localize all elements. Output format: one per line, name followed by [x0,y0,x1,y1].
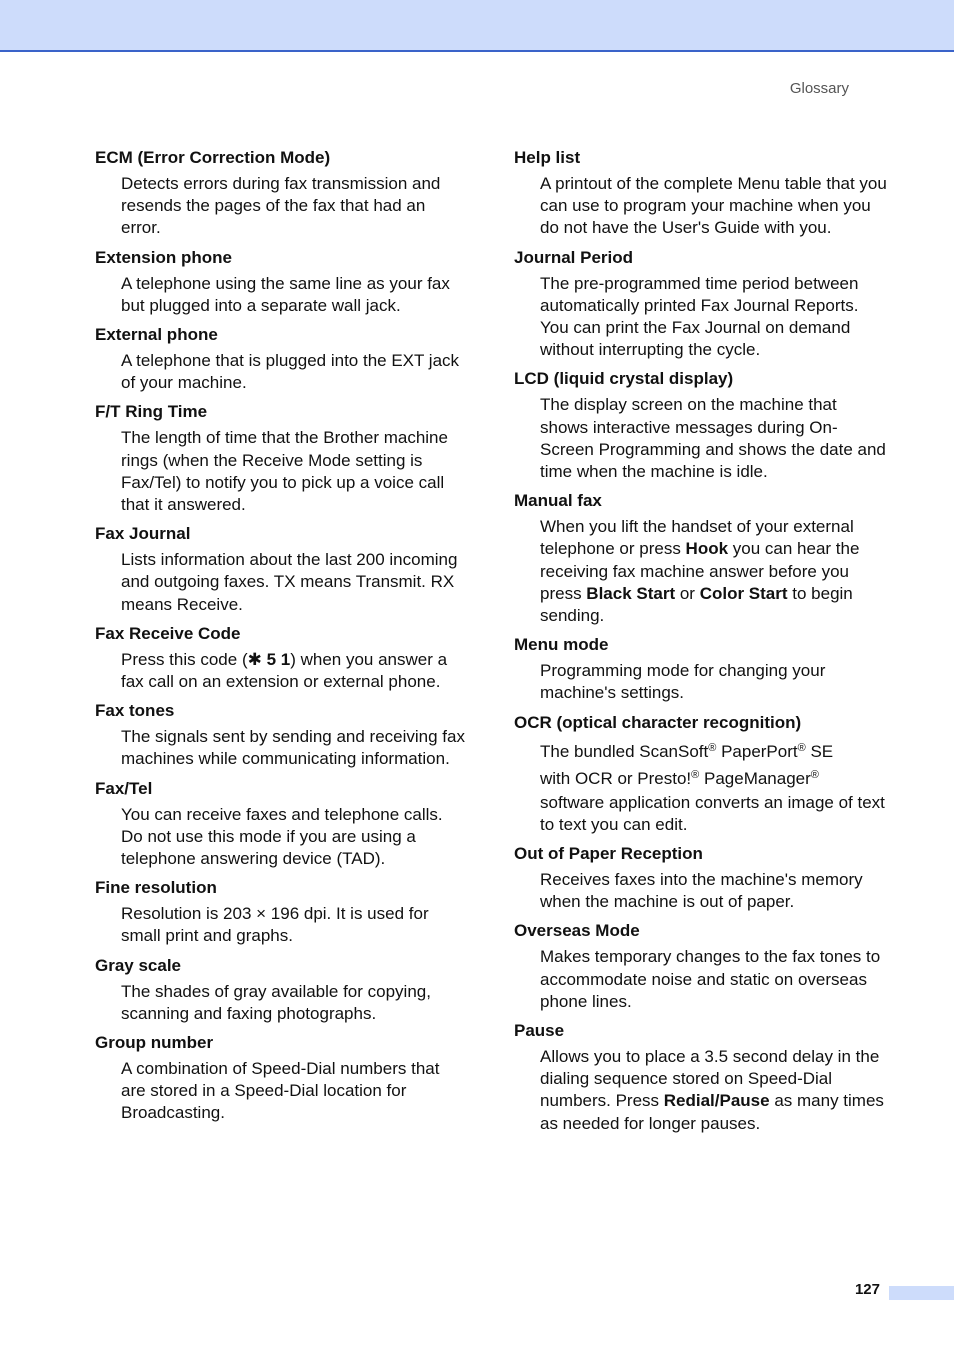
glossary-term: Fine resolution [95,878,217,898]
page-number: 127 [854,1281,880,1298]
glossary-term: Fax/Tel [95,778,153,798]
glossary-definition [540,738,889,836]
glossary-term: Group number [95,1033,214,1053]
glossary-definition: Detects errors during fax transmission and resends the pages of the fax that had an error. [121,174,441,238]
definition-text: ) when you answer a fax call on an extension or external phone. [121,649,448,692]
registered-mark: ® [691,768,700,781]
definition-text: PageManager [699,768,811,788]
glossary-definition [540,1046,889,1135]
glossary-definition: Lists information about the last 200 incoming and outgoing faxes. TX means Transmit. RX means Receive. [121,550,458,614]
glossary-entry [514,490,889,627]
glossary-term: ECM (Error Correction Mode) [95,148,331,167]
definition-text: as many times as needed for longer pauses. [540,1091,884,1133]
glossary-entry [514,247,889,362]
key-name: Color Start [699,583,788,603]
glossary-definition: A telephone that is plugged into the EXT jack of your machine. [121,351,460,393]
glossary-entry [95,1032,465,1125]
key-name: Redial/Pause [663,1091,770,1111]
definition-text: Allows you to place a 3.5 second delay in the dialing sequence stored on Speed-Dial numbers. Press [540,1047,880,1111]
definition-text: you can hear the receiving fax machine answer before you press [540,539,860,603]
glossary-term: F/T Ring Time [95,402,208,422]
glossary-definition: Programming mode for changing your machine's settings. [540,661,826,703]
glossary-term: Fax Journal [95,524,191,544]
glossary-term: Manual fax [514,491,602,511]
definition-text: PaperPort [716,741,798,761]
registered-mark: ® [797,741,806,754]
glossary-definition: The display screen on the machine that shows interactive messages during On-Screen Programming and shows the date and time when the machine is idle. [540,395,886,482]
glossary-entry [95,700,465,770]
glossary-term: Fax Receive Code [95,623,241,643]
glossary-definition: A telephone using the same line as your fax but plugged into a separate wall jack. [121,273,450,315]
definition-text: with OCR or Presto! [540,768,692,788]
glossary-term: Fax tones [95,701,175,721]
glossary-definition: Makes temporary changes to the fax tones to accommodate noise and static on overseas phone lines. [540,947,881,1011]
glossary-definition: Receives faxes into the machine's memory when the machine is out of paper. [540,870,863,912]
glossary-column-right [514,147,889,1142]
glossary-entry [95,623,465,693]
glossary-definition: A combination of Speed-Dial numbers that are stored in a Speed-Dial location for Broadcasting. [121,1059,440,1123]
definition-text: When you lift the handset of your external telephone or press [540,517,854,559]
glossary-term: Extension phone [95,247,232,267]
glossary-definition [540,516,889,627]
glossary-definition [121,649,465,693]
glossary-term: LCD (liquid crystal display) [514,369,734,389]
glossary-entry [95,401,465,516]
glossary-term: Gray scale [95,955,182,975]
definition-line [540,765,889,792]
glossary-definition: A printout of the complete Menu table that you can use to program your machine when you do not have the User's Guide with you. [540,174,887,238]
glossary-term: Pause [514,1021,565,1041]
definition-text: or [675,583,700,603]
glossary-entry [514,712,889,836]
glossary-entry [95,523,465,616]
glossary-entry [95,955,465,1025]
glossary-entry [95,877,465,947]
glossary-entry [95,247,465,317]
header-band [0,0,954,52]
page-number-tab [889,1286,954,1300]
glossary-definition: Resolution is 203 × 196 dpi. It is used for small print and graphs. [121,904,429,946]
definition-text: software application converts an image of text to text you can edit. [540,792,885,834]
glossary-definition: The pre-programmed time period between automatically printed Fax Journal Reports. You can print the Fax Journal on demand without interrupting the cycle. [540,273,859,360]
key-name: Hook [685,539,729,559]
registered-mark: ® [810,768,819,781]
definition-text: SE [805,741,834,761]
glossary-entry [95,778,465,871]
glossary-entry [514,843,889,913]
glossary-term: OCR (optical character recognition) [514,712,802,732]
definition-text: Press this code ( [121,649,248,669]
section-title: Glossary [789,80,849,97]
glossary-entry [514,634,889,704]
glossary-term: Out of Paper Reception [514,844,703,864]
definition-text: The bundled ScanSoft [540,741,709,761]
glossary-entry [95,324,465,394]
glossary-entry [514,1020,889,1135]
glossary-column-left [95,147,465,1132]
glossary-term: External phone [95,325,218,345]
definition-line [540,738,889,765]
key-name: Black Start [586,583,676,603]
glossary-term: Overseas Mode [514,921,640,941]
definition-text: to begin sending. [540,583,853,626]
glossary-entry [514,920,889,1013]
receive-code: ✱ 5 1 [247,649,291,669]
glossary-term: Journal Period [514,247,634,267]
glossary-definition: The signals sent by sending and receiving fax machines while communicating information. [121,727,465,769]
glossary-definition: The shades of gray available for copying, scanning and faxing photographs. [121,981,431,1023]
glossary-entry [514,147,889,240]
glossary-entry [95,147,465,240]
glossary-term: Help list [514,148,581,167]
registered-mark: ® [708,741,717,754]
glossary-entry [514,368,889,483]
glossary-definition: You can receive faxes and telephone calls. Do not use this mode if you are using a telephone answering device (TAD). [121,804,443,869]
glossary-definition: The length of time that the Brother machine rings (when the Receive Mode setting is Fax/Tel) to notify you to pick up a voice call that it answered. [121,428,448,515]
glossary-term: Menu mode [514,635,609,655]
